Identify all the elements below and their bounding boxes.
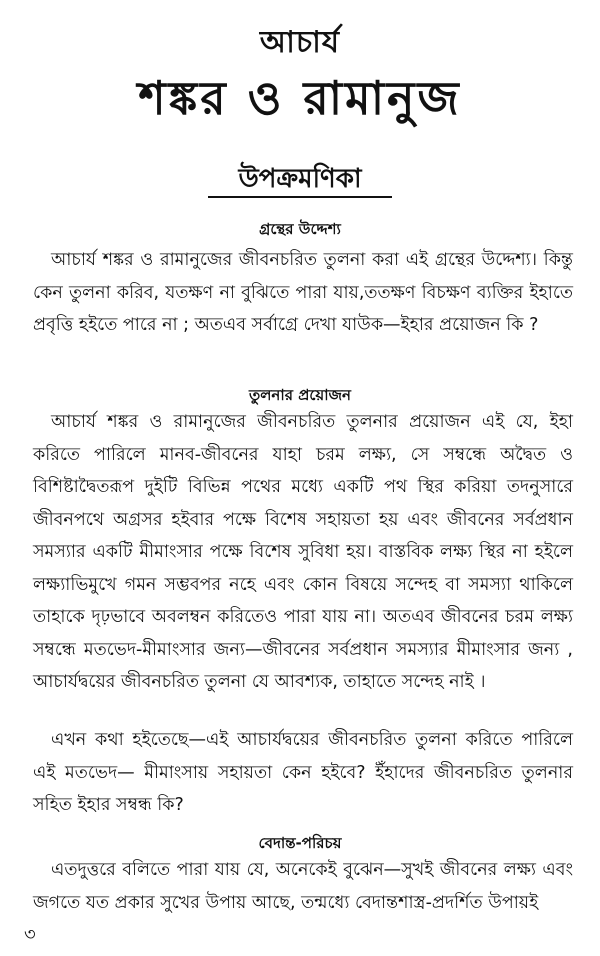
book-title: শঙ্কর ও রামানুজ	[138, 71, 462, 125]
chapter-title: উপক্রমণিকা	[238, 164, 362, 194]
paragraph-purpose: আচার্য শঙ্কর ও রামানুজের জীবনচরিত তুলনা করা এই গ্রন্থের উদ্দেশ্য। কিন্তু কেন তুলনা করিব, যতক্ষণ না বুঝিতে পারা যায়,ততক্ষণ বিচক্ষণ ব্যক্তির ইহাতে প্রবৃত্তি হইতে পারে না ; অতএব সর্বাগ্রে দেখা যাউক—ইহার প্রয়োজন কি ?	[33, 250, 573, 335]
chapter-title-underline	[208, 196, 392, 198]
paragraph-need-of-comparison: আচার্য শঙ্কর ও রামানুজের জীবনচরিত তুলনার প্রয়োজন এই যে, ইহা করিতে পারিলে মানব-জীবনের যাহা চরম লক্ষ্য, সে সম্বন্ধে অদ্বৈত ও বিশিষ্টাদ্বৈতরূপ দুইটি বিভিন্ন পথের মধ্যে একটি পথ স্থির করিয়া তদনুসারে জীবনপথে অগ্রসর হইবার পক্ষে বিশেষ সহায়তা হয় এবং জীবনের সর্বপ্রধান সমস্যার একটি মীমাংসার পক্ষে বিশেষ সুবিধা হয়। বাস্তবিক লক্ষ্য স্থির না হইলে লক্ষ্যাভিমুখে গমন সম্ভবপর নহে এবং কোন বিষয়ে সন্দেহ বা সমস্যা থাকিলে তাহাকে দৃঢ়ভাবে অবলম্বন করিতেও পারা যায় না। অতএব জীবনের চরম লক্ষ্য সম্বন্ধে মতভেদ-মীমাংসার জন্য—জীবনের সর্বপ্রধান সমস্যার মীমাংসার জন্য , আচার্যদ্বয়ের জীবনচরিত তুলনা যে আবশ্যক, তাহাতে সন্দেহ নাই ।	[33, 412, 573, 692]
section-heading-need-of-comparison: তুলনার প্রয়োজন	[249, 386, 351, 404]
section-heading-purpose: গ্রন্থের উদ্দেশ্য	[259, 220, 341, 238]
paragraph-question: এখন কথা হইতেছে—এই আচার্যদ্বয়ের জীবনচরিত তুলনা করিতে পারিলে এই মতভেদ— মীমাংসায় সহায়তা কেন হইবে? ইঁহাদের জীবনচরিত তুলনার সহিত ইহার সম্বন্ধ কি?	[33, 730, 573, 815]
book-subtitle: আচার্য	[259, 25, 341, 60]
section-heading-vedanta-introduction: বেদান্ত-পরিচয়	[258, 834, 342, 852]
paragraph-vedanta-introduction: এতদুত্তরে বলিতে পারা যায় যে, অনেকেই বুঝেন—সুখই জীবনের লক্ষ্য এবং জগতে যত প্রকার সুখের উপায় আছে, তন্মধ্যে বেদান্তশাস্ত্র-প্রদর্শিত উপায়ই	[33, 860, 573, 913]
page-number: ৩	[24, 924, 36, 945]
